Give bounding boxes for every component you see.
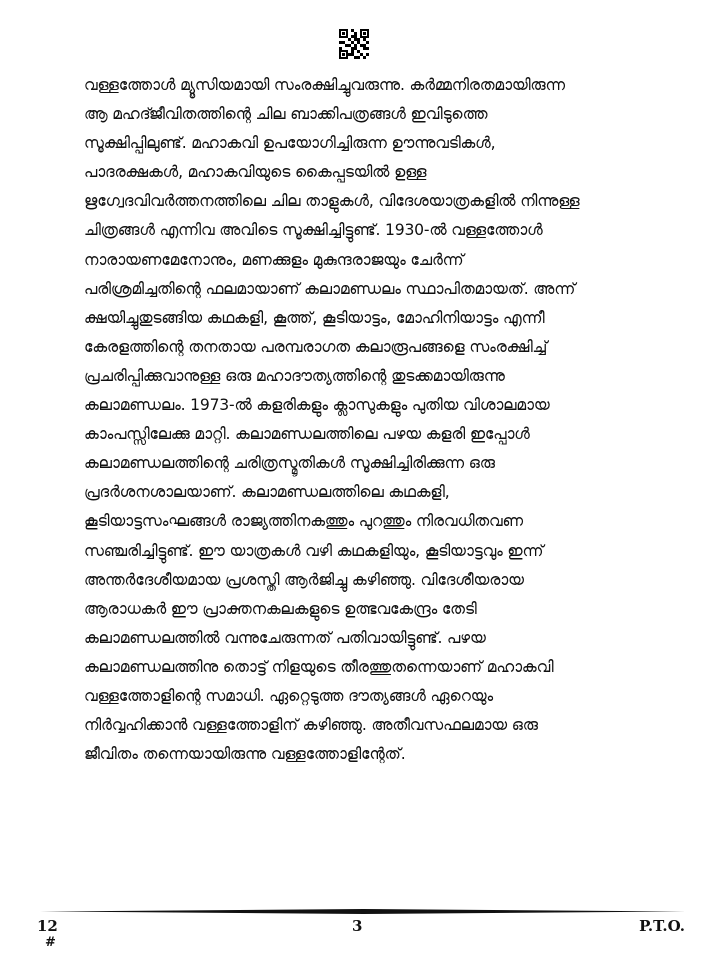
text-line: ഋഗ്വേദവിവർത്തനത്തിലെ ചില താളുകൾ, വിദേശയാത്രകളിൽ നിന്നുള്ള [84, 192, 580, 211]
text-line: കാംപസ്സിലേക്കു മാറ്റി. കലാമണ്ഡലത്തിലെ പഴയ കളരി ഇപ്പോൾ [84, 425, 530, 444]
text-line: നിർവ്വഹിക്കാൻ വള്ളത്തോളിന് കഴിഞ്ഞു. അതീവസഫലമായ ഒരു [84, 716, 538, 735]
text-line: നാരായണമേനോനും, മണക്കുളം മുകുന്ദരാജയും ചേർന്ന് [84, 250, 464, 269]
text-line: കലാമണ്ഡലത്തിനു തൊട്ട് നിളയുടെ തീരത്തുതന്നെയാണ് മഹാകവി [84, 657, 554, 676]
text-line: സൂക്ഷിപ്പിലുണ്ട്. മഹാകവി ഉപയോഗിച്ചിരുന്ന ഊന്നുവടികൾ, [84, 134, 496, 153]
text-line: കലാമണ്ഡലം. 1973-ൽ കളരികളും ക്ലാസുകളും പുതിയ വിശാലമായ [84, 396, 550, 415]
text-line: വള്ളത്തോളിന്റെ സമാധി. ഏറ്റെടുത്ത ദൗത്യങ്ങൾ ഏറെയും [84, 686, 494, 705]
text-line: സഞ്ചരിച്ചിട്ടുണ്ട്. ഈ യാത്രകൾ വഴി കഥകളിയും, കൂടിയാട്ടവും ഇന്ന് [84, 541, 544, 560]
text-line: കേരളത്തിന്റെ തനതായ പരമ്പരാഗത കലാരൂപങ്ങളെ സംരക്ഷിച്ച് [84, 337, 548, 356]
text-line: പ്രദർശനശാലയാണ്. കലാമണ്ഡലത്തിലെ കഥകളി, [84, 483, 450, 502]
footer-code: 12 [37, 917, 58, 935]
footer-hash: # [45, 935, 56, 950]
text-line: കലാമണ്ഡലത്തിൽ വന്നുചേരുന്നത് പതിവായിട്ടുണ്ട്. പഴയ [84, 628, 486, 647]
text-line: പാദരക്ഷകൾ, മഹാകവിയുടെ കൈപ്പടയിൽ ഉള്ള [84, 163, 427, 182]
text-line: ക്ഷയിച്ചുതുടങ്ങിയ കഥകളി, കൂത്ത്, കൂടിയാട്ടം, മോഹിനിയാട്ടം എന്നീ [84, 308, 545, 327]
text-line: കൂടിയാട്ടസംഘങ്ങൾ രാജ്യത്തിനകത്തും പുറത്തും നിരവധിതവണ [84, 512, 524, 531]
footer-rule [40, 909, 686, 914]
text-line: അന്തർദേശീയമായ പ്രശസ്തി ആർജിച്ചു കഴിഞ്ഞു. വിദേശീയരായ [84, 570, 524, 589]
text-line: ജീവിതം തന്നെയായിരുന്നു വള്ളത്തോളിന്റേത്. [84, 745, 406, 764]
text-line: പരിശ്രമിച്ചതിന്റെ ഫലമായാണ് കലാമണ്ഡലം സ്ഥാപിതമായത്. അന്ന് [84, 279, 576, 298]
text-line: ആ മഹദ്ജീവിതത്തിന്റെ ചില ബാക്കിപത്രങ്ങൾ ഇവിടുത്തെ [84, 105, 488, 124]
text-line: ചിത്രങ്ങൾ എന്നിവ അവിടെ സൂക്ഷിച്ചിട്ടുണ്ട്. 1930-ൽ വള്ളത്തോൾ [84, 221, 543, 240]
text-line: ആരാധകർ ഈ പ്രാക്തനകലകളുടെ ഉത്ഭവകേന്ദ്രം തേടി [84, 599, 477, 618]
pto-label: P.T.O. [639, 917, 685, 935]
text-line: പ്രചരിപ്പിക്കുവാനുള്ള ഒരു മഹാദൗത്യത്തിന്റെ തുടക്കമായിരുന്നു [84, 366, 505, 385]
qr-code [339, 29, 369, 59]
text-line: കലാമണ്ഡലത്തിന്റെ ചരിത്രസ്മൃതികൾ സൂക്ഷിച്ചിരിക്കുന്ന ഒരു [84, 454, 495, 473]
body-text [84, 71, 654, 769]
page-number: 3 [352, 917, 363, 935]
text-line: വള്ളത്തോൾ മ്യൂസിയമായി സംരക്ഷിച്ചുവരുന്നു. കർമ്മനിരതമായിരുന്ന [84, 76, 565, 94]
